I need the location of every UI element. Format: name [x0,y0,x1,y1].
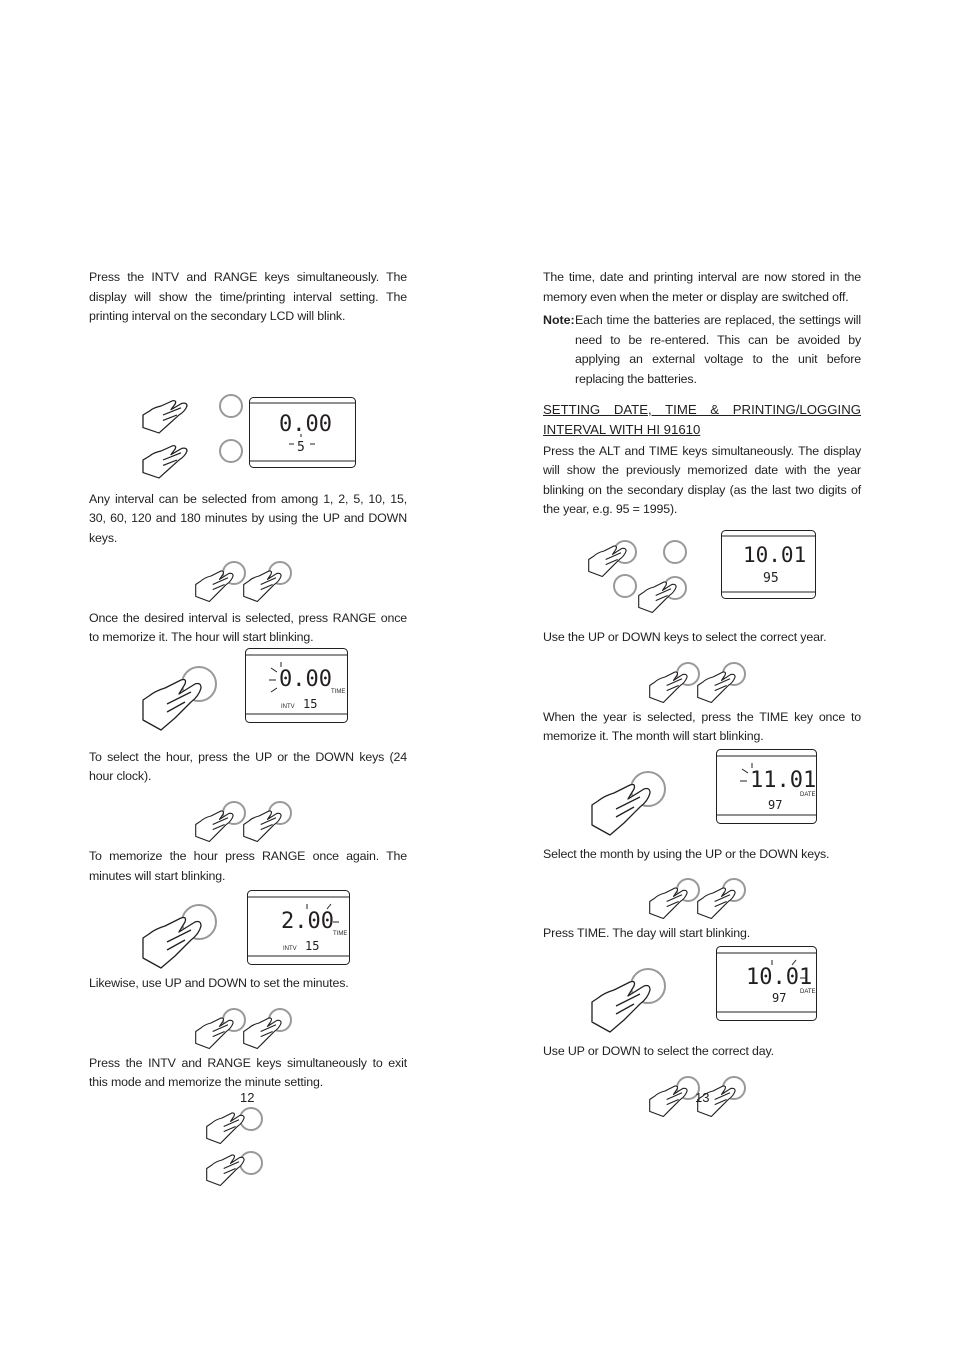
range-press [139,898,219,970]
lcd-label: INTV [283,946,297,953]
paragraph: Select the month by using the UP or the DOWN keys. [543,846,830,861]
paragraph: Use UP or DOWN to select the correct day. [543,1043,774,1058]
lcd-display [721,530,817,600]
hand-pointer-icon [244,1018,281,1049]
lcd-main-value: 0.00 [279,411,332,437]
hand-pointer-icon [650,671,687,702]
time-press [588,962,668,1034]
key-bottom-left [614,575,636,597]
paragraph: To select the hour, press the UP or the DOWN keys (24 hour clock). [89,749,407,784]
hand-pointer-icon [196,811,233,842]
paragraph: Press the ALT and TIME keys simultaneously. The display will show the previously memorized date with the year blinking on the secondary display (as the last two digits of the year, e.g. 95 = 1995). [543,443,861,517]
lcd-main-value: 10.01 [743,542,807,567]
hand-pointer-icon [244,811,281,842]
figure-up-down [543,648,861,708]
lcd-sub-value: 15 [305,939,320,954]
up-down-keys [194,1006,304,1050]
hand-pointer-icon [196,1018,233,1049]
paragraph: Any interval can be selected from among 1, 2, 5, 10, 15, 30, 60, 120 and 180 minutes by using the UP and DOWN keys. [89,491,407,545]
paragraph: Press TIME. The day will start blinking. [543,926,751,941]
paragraph: Once the desired interval is selected, press RANGE once to memorize it. The hour will start blinking. [89,610,407,645]
figure-up-down [89,549,407,609]
note [543,311,861,389]
hand-pointer-icon [592,784,650,835]
hand-pointer-icon [143,918,201,969]
lcd-display [249,397,357,469]
hand-pointer-icon [207,1113,244,1144]
lcd-label: DATE [800,988,816,995]
hand-pointer-icon [698,671,735,702]
hand-pointer-icon [196,570,233,601]
section-heading: SETTING DATE, TIME & PRINTING/LOGGING INTERVAL WITH HI 91610 [543,401,861,437]
key-pair [211,1105,271,1185]
lcd-sub-value: 15 [303,696,318,711]
hand-pointer-icon [143,679,201,730]
figure-up-down [89,787,407,847]
lcd-main-value: 0.00 [279,666,332,692]
figure-alt-time [543,520,861,628]
paragraph: Likewise, use UP and DOWN to set the minutes. [89,976,349,991]
left-page [89,268,407,1183]
figure-time [543,944,861,1042]
up-down-keys [194,559,304,603]
lcd-sub-value: 5 [297,439,305,455]
note-text: Each time the batteries are replaced, the settings will need to be re-entered. This can be avoided by applying an external voltage to the unit before replacing the batteries. [575,313,861,386]
lcd-sub-value: 97 [768,797,783,812]
figure-intv-range [89,1093,407,1183]
note-label: Note: [543,313,575,328]
range-press [139,660,219,732]
paragraph: To memorize the hour press RANGE once again. The minutes will start blinking. [89,848,407,883]
key-group [591,540,701,610]
page-number: 12 [240,1090,255,1105]
right-page [543,268,861,1122]
paragraph: Press the INTV and RANGE keys simultaneously to exit this mode and memorize the minute setting. [89,1055,407,1090]
lcd-label: INTV [281,703,295,710]
lcd-display [247,890,351,966]
hand-pointer-icon [143,445,187,477]
lcd-display [716,749,818,825]
figure-intv-range [89,327,407,455]
hand-pointer-icon [650,1085,687,1116]
hand-pointer-icon [592,981,650,1032]
hand-pointer-icon [698,888,735,919]
lcd-display [245,648,349,724]
up-down-keys [648,876,758,920]
page-number: 13 [695,1090,710,1105]
hand-pointer-icon [244,570,281,601]
lcd-label: TIME [331,688,346,695]
figure-up-down [89,994,407,1054]
up-down-keys [194,799,304,843]
time-press [588,765,668,837]
paragraph: Press the INTV and RANGE keys simultaneously. The display will show the time/printing interval setting. The printing interval on the secondary LCD will blink. [89,270,407,324]
hand-pointer-icon [650,888,687,919]
lcd-sub-value: 97 [772,990,787,1005]
figure-range [89,886,407,974]
figure-range [89,648,407,748]
up-down-keys [648,660,758,704]
paragraph: Use the UP or DOWN keys to select the correct year. [543,629,827,644]
lcd-sub-value: 95 [763,570,779,586]
lcd-main-value: 10.01 [746,964,813,990]
hand-pointer-icon [143,400,187,432]
hand-pointer-icon [207,1155,244,1186]
lcd-display [716,946,818,1022]
paragraph: The time, date and printing interval are now stored in the memory even when the meter or display are switched off. [543,270,861,304]
figure-time [543,747,861,845]
lcd-label: TIME [333,931,348,938]
lcd-main-value: 2.00 [281,909,334,935]
lcd-main-value: 11.01 [750,767,817,793]
key-pair [139,391,229,481]
key-top-right [664,541,686,563]
figure-up-down [543,864,861,924]
paragraph: When the year is selected, press the TIME key once to memorize it. The month will start blinking. [543,709,861,744]
lcd-label: DATE [800,791,816,798]
